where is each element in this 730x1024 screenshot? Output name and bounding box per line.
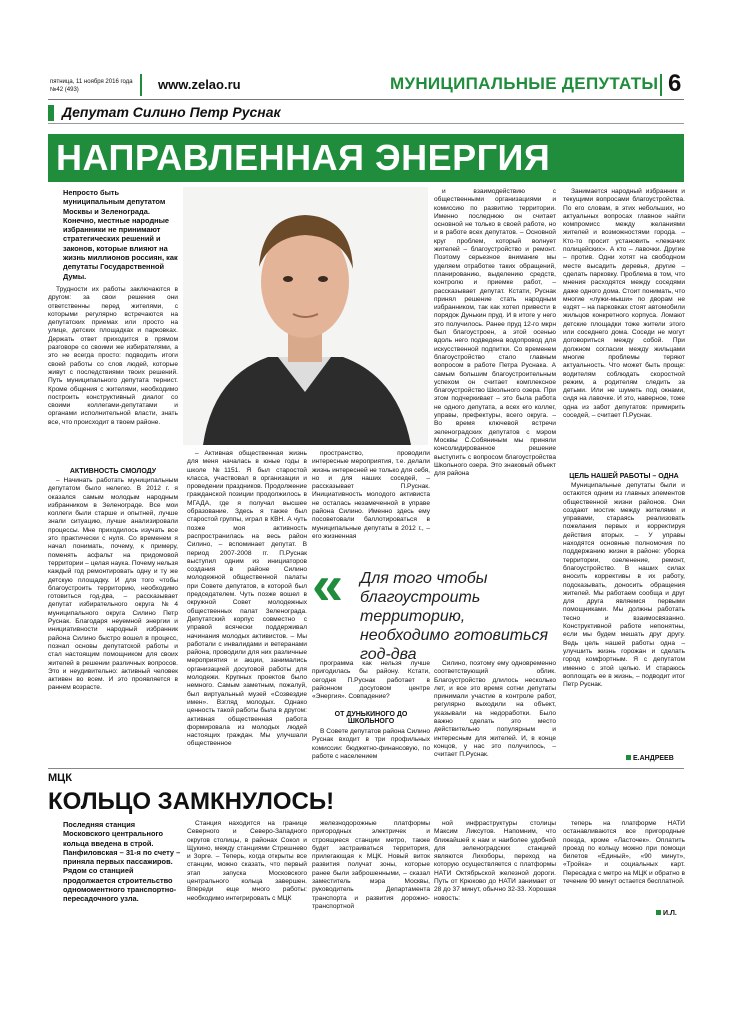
article-kicker: Депутат Силино Петр Руснак: [62, 104, 281, 120]
pull-quote: [312, 553, 557, 663]
signature-square-icon-2: [656, 910, 661, 915]
col4-bottom-text: Силино, поэтому ему одновременно соответствующий облик. Благоустройство длилось несколько лет, и все это время сотни депутаты принимали участие в контроле работ, регулярно выходили на объект, указывали на недоработки. Было важно сделать это место действительно популярным и интересным для жителей. И, в конце концов, у нас это получилось, – считает П.Руснак.: [434, 660, 556, 759]
header-divider-2: [660, 74, 662, 96]
quote-text: Для того чтобы благоустроить территорию, необходимо готовиться год-два: [360, 570, 549, 663]
kicker-rule: [48, 123, 684, 124]
col2-text: – Активная общественная жизнь для меня началась в юные годы в школе №1151. Я был старостой класса, участвовал в организации и проведении праздников. Продолжение гражданской позиции продолжилось в МГАДА, где я получал высшее образование. Здесь я также был старостой группы, играл в КВН. А чуть позже моя активность распространилась на весь район Силино, – вспоминает депутат. В период 2007-2008 гг. П.Руснак выступил одним из инициаторов создания в районе Силино молодежной общественной палаты при Совете депутатов, в которой был председателем. Чуть позже вошел в окружной Совет молодежных общественных палат Зеленограда. Депутатский корпус совместно с управой всячески поддерживал начинания молодых активистов. – Мы работали с инвалидами и ветеранами района, проводили для них различные мероприятия и акции, занимались организацией досуговой работы для молодежи. Крупных проектов было немного. Самым заметным, пожалуй, был виртуальный музей «Созвездие имен». Взгляд молодых. Однако ценность такой работы была в другом: активная общественная работа формировала из молодых людей настоящих граждан. Мы улучшали общественное: [187, 450, 307, 748]
article2-col4: ной инфраструктуры столицы Максим Ликсутов. Напомним, что ближайшей к нам и наиболее удобной для зеленоградских станцией являются Лихоборы, переход на которую осуществляется с платформы НАТИ Октябрьской железной дороги. Путь от Крюково до НАТИ занимает от 28 до 37 минут, обычно 32-33. Хорошая новость:: [434, 820, 556, 902]
col3-bottom-text: программа как нельзя лучше пригодилась бы району. Кстати, сегодня П.Руснак работает в районном досуговом центре «Энергия». Совпадение?: [312, 660, 430, 701]
kicker-bar: [48, 103, 684, 123]
col5-text-2: Муниципальные депутаты были и остаются одним из главных элементов общественной жизни районов. Они создают мостик между жителями и управами, стараясь реализовать пожелания первых и корректируя действия вторых. – У управы находятся основные полномочия по поддержанию жизни в районе: уборка территории, озеленение, ремонт, благоустройство. В наших силах вносить коррективы в их работу, подсказывать, доносить обращения жителей. Мы работаем сообща и друг для друга являемся первыми помощниками. Мы должны работать тесно и взаимосвязанно. Конструктивной работе непонятны, если мы будем мешать друг другу. Ведь цель нашей работы одна – улучшить жизнь горожан и сделать город комфортным. Я с депутатом именно с этой целью. И стараюсь воплощать ее в жизнь, – подводит итог Петр Руснак.: [563, 482, 685, 689]
article2-lead: Последняя станция Московского центрального кольца введена в строй. Панфиловская – 31-я по счету – приняла первых пассажиров. Рядом со станцией продолжается строительство одномоментного транспортно-пересадочного узла.: [63, 820, 181, 904]
section-separator: [48, 768, 684, 769]
deputy-photo: [183, 187, 428, 445]
col3-text: пространство, проводили интересные мероприятия, т.е. делали жизнь интересней не только для себя, но и для наших соседей, – рассказывает П.Руснак. Инициативность молодого активиста не осталась незамеченной в управе района Силино. Именно здесь ему посоветовали баллотироваться в муниципальные депутаты в 2012 г., – его жизненная: [312, 450, 430, 540]
site-url[interactable]: www.zelao.ru: [158, 77, 241, 92]
article-lead: Непросто быть муниципальным депутатом Москвы и Зеленограда. Конечно, местные народные избранники не принимают стратегических решений и законов, которые влияют на жизнь миллионов россиян, как депутаты Государственной Думы.: [63, 188, 178, 281]
page-number: 6: [668, 70, 682, 97]
col5-text: Занимается народный избранник и текущими вопросами благоустройства. По его словам, в этих небольших, но актуальных вопросах главное найти компромисс между желаниями жителей и возможностями города. – Кто-то просит установить «лежачих полицейских». А кто – лавочки. Другие – против. Одни хотят на свободном месте высадить деревья, другие – сделать парковку. Проблема в том, что мнения расходятся между соседями даже одного дома. Стоит понимать, что многие «лужи-мыши» по дворам не ездят – на парковках стоят автомобили жильцов конкретного корпуса. Ломают детские площадки тоже жители этого или соседнего дома. Соседи не могут договориться между собой. При должном согласии между жильцами многие проблемы теряют актуальность. Что может быть проще: водителям соблюдать скоростной режим, а родителям следить за детьми. Или не шуметь под окнами, сидя на лавочке. И это, наверное, тоже одна из забот депутатов: примирить соседей, – считает П.Руснак.: [563, 188, 685, 420]
article2-signature: И.Л.: [656, 910, 677, 917]
col4-text: и взаимодействию с общественными организациями и комиссию по развитию территории. Именно последнюю он считает основной не только в своей работе, но и в работе всех депутатов. – Основной круг проблем, который волнует жителей – благоустройство и ремонт. Поэтому серьезное внимание мы уделяем отработке таких обращений, планированию, выделению средств, контролю и приемке работ, – рассказывает депутат. Кстати, Руснак принял решение стать народным избранником, так как хотел привести в порядок Дунькин пруд. И в итоге у него это получилось. Ранее пруд 12-го мкрн был благоустроен, а этой осенью вдоль него подведена водопровод для искусственной подпитки. Со временем благоустройство стало главным вопросом в работе Петра Руснака. А самым большим благоустроительным успехом он считает комплексное благоустройство Школьного озера. При этом подчеркивает – это была работа не одного депутата, а всех его коллег, управы, префектуры, всего округа. – Во время ключевой встречи зеленоградских депутатов с мэром Москвы С.Собяниным мы приняли консолидированное решение выступить с вопросом благоустройства Школьного озера. Это знаковый объект для района: [434, 188, 556, 478]
article2-headline: КОЛЬЦО ЗАМКНУЛОСЬ!: [48, 788, 335, 815]
subheading-goal: ЦЕЛЬ НАШЕЙ РАБОТЫ – ОДНА: [569, 473, 679, 480]
header-rule: [48, 99, 684, 100]
quote-mark-icon: «: [312, 553, 344, 616]
article2-col5: теперь на платформе НАТИ останавливаются все пригородные поезда, кроме «Ласточек». Оплатить проезд по кольцу можно при помощи билетов «Единый», «90 минут», «Тройка» и социальных карт. Пересадка с метро на МЦК и обратно в течение 90 минут остается бесплатной.: [563, 820, 685, 886]
header-divider: [140, 74, 142, 96]
article1-signature: Е.АНДРЕЕВ: [626, 755, 674, 762]
article-headline: НАПРАВЛЕННАЯ ЭНЕРГИЯ: [56, 137, 551, 178]
kicker-accent: [48, 105, 54, 121]
article2-col3: железнодорожные платформы пригородных электричек и строящиеся станции метро, также будет застраиваться территория, прилегающая к МЦК. Новый виток развития получат зоны, которые ранее были заброшенными, – сказал заместитель мэра Москвы, руководитель Департамента транспорта и развития дорожно-транспортной: [312, 820, 430, 910]
article2-col2: Станция находится на границе Северного и Северо-Западного округов столицы, в районах Сокол и Щукино, между станциями Стрешнево и Зорге. – Теперь, когда открыты все станции, можно сказать, что первый этап запуска Московского центрального кольца завершен. Впереди еще много работы: необходимо интегрировать с МЦК: [187, 820, 307, 902]
headline-bar: [48, 134, 684, 182]
issue-date: пятница, 11 ноября 2016 года №42 (493): [50, 79, 133, 93]
col1-text: Трудности их работы заключаются в другом: за свои решения они ответственны перед жителями, с которыми регулярно встречаются на депутатских приемах или просто на улице, детских площадках и парковках. Держать ответ приходится в прямом разговоре со своими же избирателями, а это не всегда просто: подводить итоги своей работы со слов людей, которые живут с последствиями твоих решений. Путь муниципального депутата тернист. Кроме общения с жителями, необходимо построить конструктивный диалог со своими коллегами-депутатами и органами исполнительной власти, знать все, что происходит в твоем районе.: [48, 286, 178, 426]
rubric-label: МЦК: [48, 772, 72, 784]
subheading-ponds: ОТ ДУНЬКИНОГО ДО ШКОЛЬНОГО: [334, 711, 408, 725]
col1-text-2: – Начинать работать муниципальным депутатом было нелегко. В 2012 г. я оказался самым молодым народным избранником в Зеленограде. Все мои коллеги были старше и опытней, лучше знали ситуацию, лучше анализировали процессы. Мне приходилось изучать все это практически с нуля. Со временем я начал понимать, почему, к примеру, поменять асфальт на придомовой территории – целая наука. Почему нельзя каждый год ремонтировать одну и ту же детскую площадку. И для того чтобы благоустроить территорию, необходимо готовиться год-два, – рассказывает депутат избирательного округа №4 муниципального округа Силино Петр Руснак. Благодаря неуемной энергии и инициативности народный избранник района Силино быстро вошел в процесс, познал основы депутатской работы и стал настоящим помощником для своих жителей в решении различных вопросов. Это и неудивительно: активный человек активен во всем. И это проявляется в раннем возрасте.: [48, 477, 178, 692]
signature-square-icon: [626, 755, 631, 760]
subheading-activity: АКТИВНОСТЬ СМОЛОДУ: [69, 468, 157, 475]
col3-bottom-text-2: В Совете депутатов района Силино Руснак входит в три профильных комиссии: бюджетно-финансовую, по работе с населением: [312, 728, 430, 760]
section-title: МУНИЦИПАЛЬНЫЕ ДЕПУТАТЫ: [390, 74, 659, 93]
